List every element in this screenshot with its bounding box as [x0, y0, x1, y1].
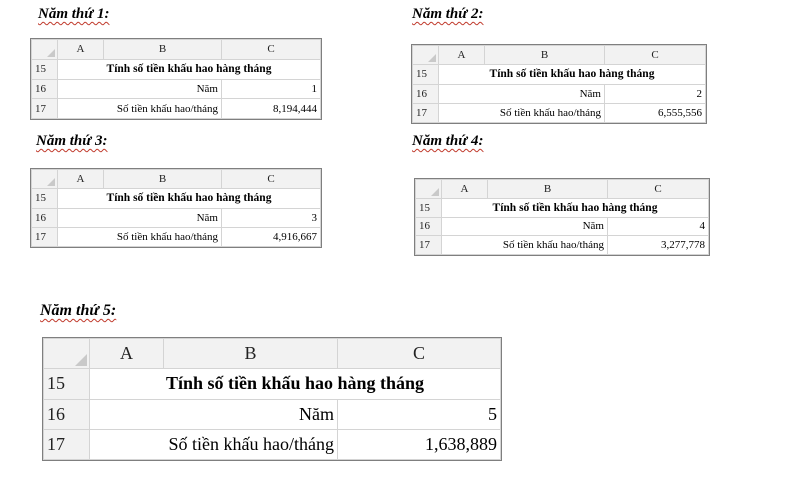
column-header-b[interactable]: B: [104, 170, 222, 189]
row-header-16[interactable]: 16: [416, 217, 442, 236]
select-all-corner[interactable]: [32, 40, 58, 60]
row-header-16[interactable]: 16: [32, 208, 58, 227]
year-value-cell[interactable]: 1: [222, 79, 321, 99]
year-2-sheet: [411, 44, 707, 124]
column-header-b[interactable]: B: [485, 46, 605, 65]
select-all-corner[interactable]: [32, 170, 58, 189]
year-3-sheet: [30, 168, 322, 248]
year-label-cell[interactable]: Năm: [442, 217, 608, 236]
depreciation-label-cell[interactable]: Số tiền khấu hao/tháng: [90, 429, 338, 459]
column-header-b[interactable]: B: [104, 40, 222, 60]
column-header-c[interactable]: C: [338, 339, 501, 369]
table-title-cell[interactable]: Tính số tiền khấu hao hàng tháng: [90, 369, 501, 399]
table-title-cell[interactable]: Tính số tiền khấu hao hàng tháng: [439, 65, 706, 84]
depreciation-label-cell[interactable]: Số tiền khấu hao/tháng: [58, 227, 222, 246]
row-header-15[interactable]: 15: [32, 59, 58, 79]
column-header-a[interactable]: A: [439, 46, 485, 65]
year-4-heading: Năm thứ 4:: [412, 133, 484, 149]
year-2-heading: Năm thứ 2:: [412, 6, 484, 22]
row-header-16[interactable]: 16: [44, 399, 90, 429]
select-all-corner[interactable]: [44, 339, 90, 369]
row-header-15[interactable]: 15: [413, 65, 439, 84]
column-header-c[interactable]: C: [608, 180, 709, 199]
column-header-a[interactable]: A: [58, 170, 104, 189]
row-header-17[interactable]: 17: [413, 103, 439, 122]
year-label-cell[interactable]: Năm: [58, 208, 222, 227]
column-header-b[interactable]: B: [488, 180, 608, 199]
column-header-b[interactable]: B: [164, 339, 338, 369]
column-header-c[interactable]: C: [222, 40, 321, 60]
row-header-17[interactable]: 17: [44, 429, 90, 459]
column-header-a[interactable]: A: [90, 339, 164, 369]
year-value-cell[interactable]: 5: [338, 399, 501, 429]
row-header-16[interactable]: 16: [32, 79, 58, 99]
row-header-17[interactable]: 17: [32, 227, 58, 246]
year-3-heading: Năm thứ 3:: [36, 133, 108, 149]
year-value-cell[interactable]: 2: [605, 84, 706, 103]
depreciation-label-cell[interactable]: Số tiền khấu hao/tháng: [58, 99, 222, 119]
year-5-heading: Năm thứ 5:: [40, 302, 117, 319]
select-all-corner[interactable]: [416, 180, 442, 199]
depreciation-value-cell[interactable]: 6,555,556: [605, 103, 706, 122]
year-1-sheet: [30, 38, 322, 120]
year-value-cell[interactable]: 4: [608, 217, 709, 236]
column-header-a[interactable]: A: [442, 180, 488, 199]
column-header-c[interactable]: C: [605, 46, 706, 65]
depreciation-label-cell[interactable]: Số tiền khấu hao/tháng: [439, 103, 605, 122]
table-title-cell[interactable]: Tính số tiền khấu hao hàng tháng: [58, 189, 321, 208]
year-1-heading: Năm thứ 1:: [38, 6, 110, 22]
row-header-16[interactable]: 16: [413, 84, 439, 103]
row-header-17[interactable]: 17: [416, 236, 442, 255]
depreciation-label-cell[interactable]: Số tiền khấu hao/tháng: [442, 236, 608, 255]
depreciation-value-cell[interactable]: 8,194,444: [222, 99, 321, 119]
year-label-cell[interactable]: Năm: [90, 399, 338, 429]
select-all-corner[interactable]: [413, 46, 439, 65]
year-value-cell[interactable]: 3: [222, 208, 321, 227]
row-header-17[interactable]: 17: [32, 99, 58, 119]
year-4-sheet: [414, 178, 710, 256]
table-title-cell[interactable]: Tính số tiền khấu hao hàng tháng: [442, 198, 709, 217]
row-header-15[interactable]: 15: [416, 198, 442, 217]
depreciation-value-cell[interactable]: 3,277,778: [608, 236, 709, 255]
column-header-c[interactable]: C: [222, 170, 321, 189]
row-header-15[interactable]: 15: [44, 369, 90, 399]
row-header-15[interactable]: 15: [32, 189, 58, 208]
column-header-a[interactable]: A: [58, 40, 104, 60]
table-title-cell[interactable]: Tính số tiền khấu hao hàng tháng: [58, 59, 321, 79]
year-label-cell[interactable]: Năm: [58, 79, 222, 99]
depreciation-value-cell[interactable]: 4,916,667: [222, 227, 321, 246]
year-5-sheet: [42, 337, 502, 461]
year-label-cell[interactable]: Năm: [439, 84, 605, 103]
depreciation-value-cell[interactable]: 1,638,889: [338, 429, 501, 459]
